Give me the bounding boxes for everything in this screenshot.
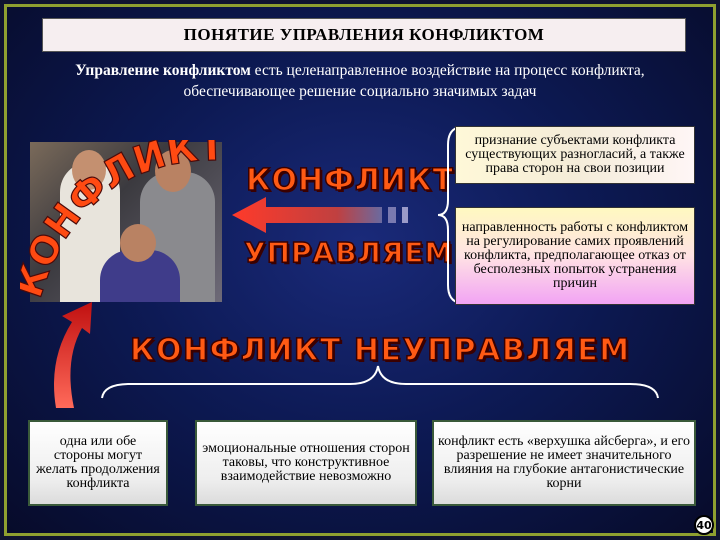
arched-word-textpath: ОНФЛИКТ bbox=[20, 140, 226, 275]
definition-line-2: обеспечивающее решение социально значимых задач bbox=[183, 83, 537, 100]
page-number-badge: 40 bbox=[694, 515, 714, 535]
conflict-word: КОНФЛИКТ bbox=[246, 163, 454, 198]
curved-up-arrow-icon bbox=[30, 300, 110, 410]
right-box-regulation: направленность работы с конфликтом на регулирование самих проявлений конфликта, предполагающее отказ от бесполезных попыток устранения причин bbox=[455, 207, 695, 305]
definition-text bbox=[20, 60, 700, 102]
definition-term: Управление конфликтом bbox=[75, 62, 251, 79]
arched-conflict-word bbox=[20, 140, 240, 310]
left-arrow-icon bbox=[232, 197, 422, 233]
definition-line-1-rest: есть целенаправленное воздействие на процесс конфликта, bbox=[250, 62, 645, 79]
bottom-brace-icon bbox=[100, 362, 660, 402]
manageable-word: УПРАВЛЯЕМ bbox=[244, 236, 454, 269]
bottom-box-continuation: одна или обе стороны могут желать продолжения конфликта bbox=[28, 420, 168, 506]
bottom-box-iceberg: конфликт есть «верхушка айсберга», и его разрешение не имеет значительного влияния на глубокие антагонистические корни bbox=[432, 420, 696, 506]
slide-title: ПОНЯТИЕ УПРАВЛЕНИЯ КОНФЛИКТОМ bbox=[42, 18, 686, 52]
right-box-recognition: признание субъектами конфликта существующих разногласий, а также права сторон на свои позиции bbox=[455, 126, 695, 184]
arched-word-svg bbox=[20, 140, 240, 310]
arched-word-text bbox=[20, 140, 225, 303]
bottom-box-emotional: эмоциональные отношения сторон таковы, что конструктивное взаимодействие невозможно bbox=[195, 420, 417, 506]
unmanageable-conflict-word: КОНФЛИКТ НЕУПРАВЛЯЕМ bbox=[130, 333, 631, 368]
definition-line-1 bbox=[20, 60, 700, 81]
